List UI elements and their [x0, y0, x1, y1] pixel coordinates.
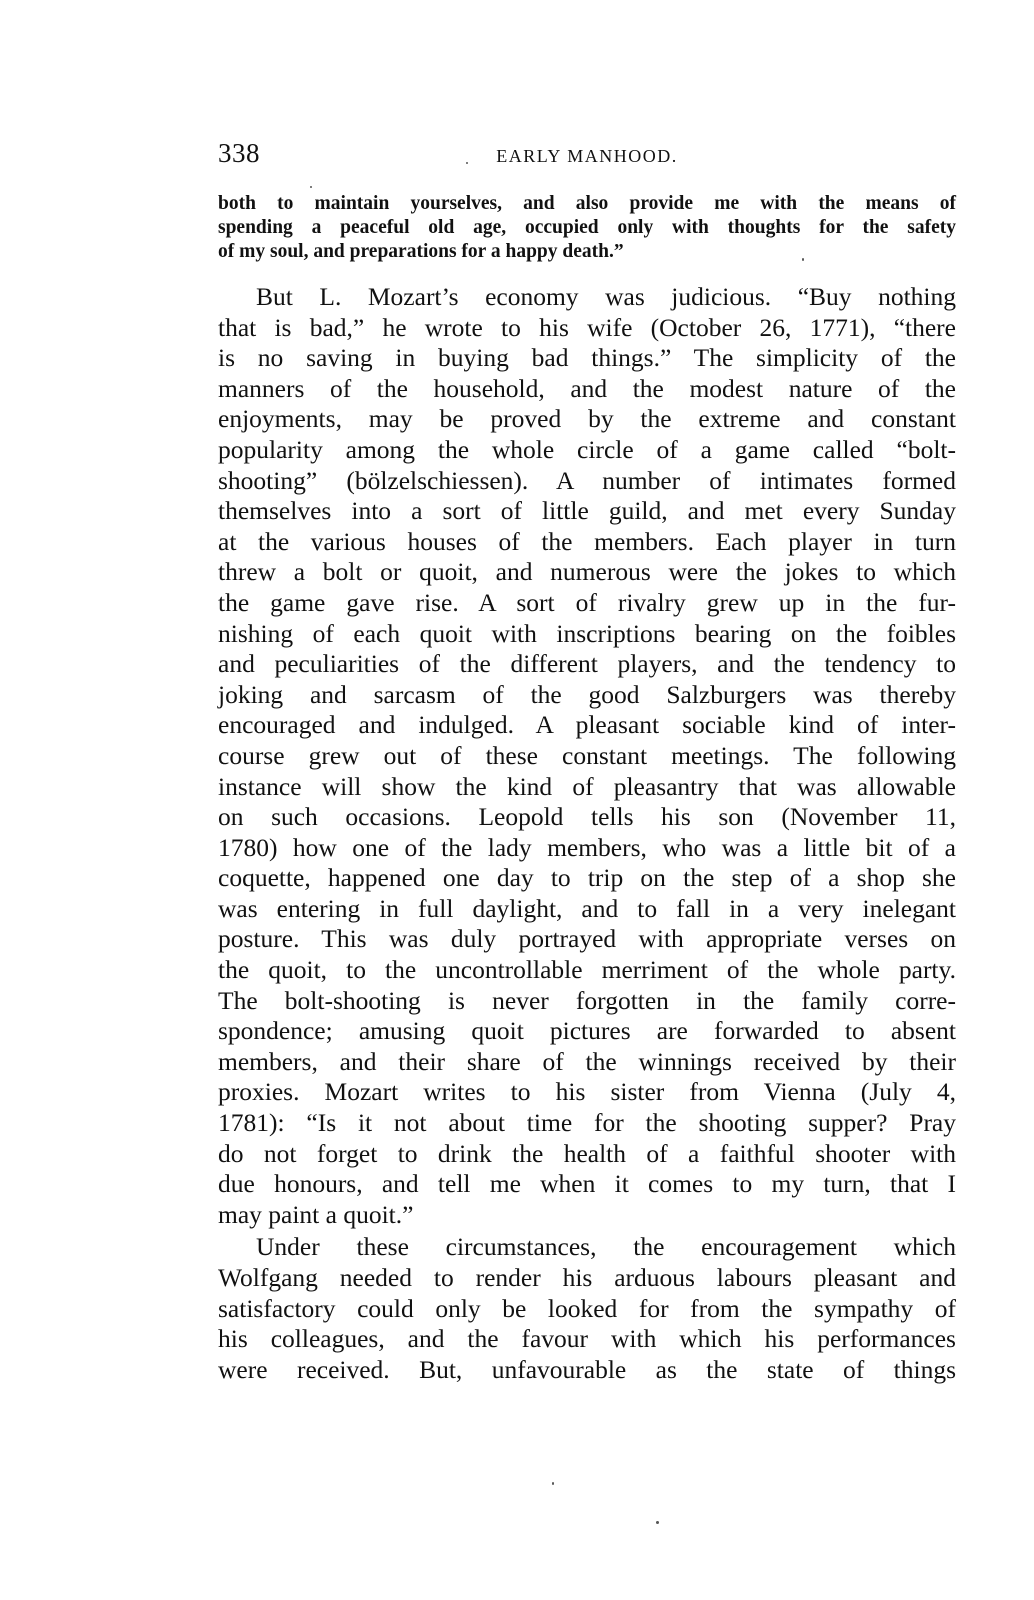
text-line: encouraged and indulged. A pleasant sociable kind of inter- — [218, 710, 956, 740]
text-line: proxies. Mozart writes to his sister from Vienna (July 4, — [218, 1077, 956, 1107]
quote-line: both to maintain yourselves, and also provide me with the means of — [218, 193, 956, 214]
running-title: EARLY MANHOOD. — [496, 146, 678, 166]
scan-speck — [466, 162, 468, 164]
paragraph-economy — [218, 282, 956, 1230]
text-line: joking and sarcasm of the good Salzburgers was thereby — [218, 679, 956, 709]
text-line: shooting” (bölzelschiessen). A number of intimates formed — [218, 465, 956, 495]
text-line: coquette, happened one day to trip on the step of a shop she — [218, 863, 956, 893]
text-line: at the various houses of the members. Each player in turn — [218, 526, 956, 556]
text-line: course grew out of these constant meetings. The following — [218, 740, 956, 770]
text-line: the quoit, to the uncontrollable merriment of the whole party. — [218, 955, 956, 985]
text-line: and peculiarities of the different players, and the tendency to — [218, 649, 956, 679]
quoted-letter-excerpt — [218, 192, 956, 264]
text-line: do not forget to drink the health of a faithful shooter with — [218, 1138, 956, 1168]
text-line: manners of the household, and the modest nature of the — [218, 373, 956, 403]
text-line: members, and their share of the winnings received by their — [218, 1046, 956, 1076]
text-line: instance will show the kind of pleasantry that was allowable — [218, 771, 956, 801]
page-number: 338 — [218, 138, 260, 168]
quote-line: spending a peaceful old age, occupied only with thoughts for the safety — [218, 217, 956, 238]
text-line: nishing of each quoit with inscriptions bearing on the foibles — [218, 618, 956, 648]
text-line: due honours, and tell me when it comes to my turn, that I — [218, 1169, 956, 1199]
text-line: satisfactory could only be looked for from the sympathy of — [218, 1293, 956, 1323]
running-head — [218, 138, 956, 178]
text-line: was entering in full daylight, and to fall in a very inelegant — [218, 893, 956, 923]
text-line: themselves into a sort of little guild, and met every Sunday — [218, 496, 956, 526]
body-text — [218, 282, 956, 1385]
text-line: 1781): “Is it not about time for the shooting supper? Pray — [218, 1108, 956, 1138]
scan-speck — [656, 1521, 659, 1524]
text-line: were received. But, unfavourable as the state of things — [218, 1354, 956, 1384]
text-line: on such occasions. Leopold tells his son (November 11, — [218, 802, 956, 832]
text-line: that is bad,” he wrote to his wife (October 26, 1771), “there — [218, 312, 956, 342]
text-line: his colleagues, and the favour with which his performances — [218, 1324, 956, 1354]
quote-line: of my soul, and preparations for a happy death.” — [218, 241, 624, 262]
text-line: may paint a quoit.” — [218, 1199, 414, 1229]
text-line: enjoyments, may be proved by the extreme and constant — [218, 404, 956, 434]
scan-speck — [310, 186, 312, 188]
text-line: Wolfgang needed to render his arduous labours pleasant and — [218, 1263, 956, 1292]
text-line: threw a bolt or quoit, and numerous were the jokes to which — [218, 557, 956, 587]
book-page — [218, 138, 956, 1385]
scan-speck — [802, 258, 804, 261]
text-line: 1780) how one of the lady members, who was a little bit of a — [218, 832, 956, 862]
text-line: The bolt-shooting is never forgotten in the family corre- — [218, 985, 956, 1015]
text-line: Under these circumstances, the encouragement which — [256, 1232, 956, 1262]
text-line: popularity among the whole circle of a game called “bolt- — [218, 434, 956, 464]
paragraph-circumstances — [218, 1232, 956, 1385]
text-line: is no saving in buying bad things.” The simplicity of the — [218, 343, 956, 373]
text-line: the game gave rise. A sort of rivalry grew up in the fur- — [218, 587, 956, 617]
text-line: posture. This was duly portrayed with appropriate verses on — [218, 924, 956, 954]
text-line: spondence; amusing quoit pictures are forwarded to absent — [218, 1016, 956, 1046]
text-line: But L. Mozart’s economy was judicious. “Buy nothing — [256, 282, 956, 311]
scan-speck — [552, 1482, 554, 1485]
